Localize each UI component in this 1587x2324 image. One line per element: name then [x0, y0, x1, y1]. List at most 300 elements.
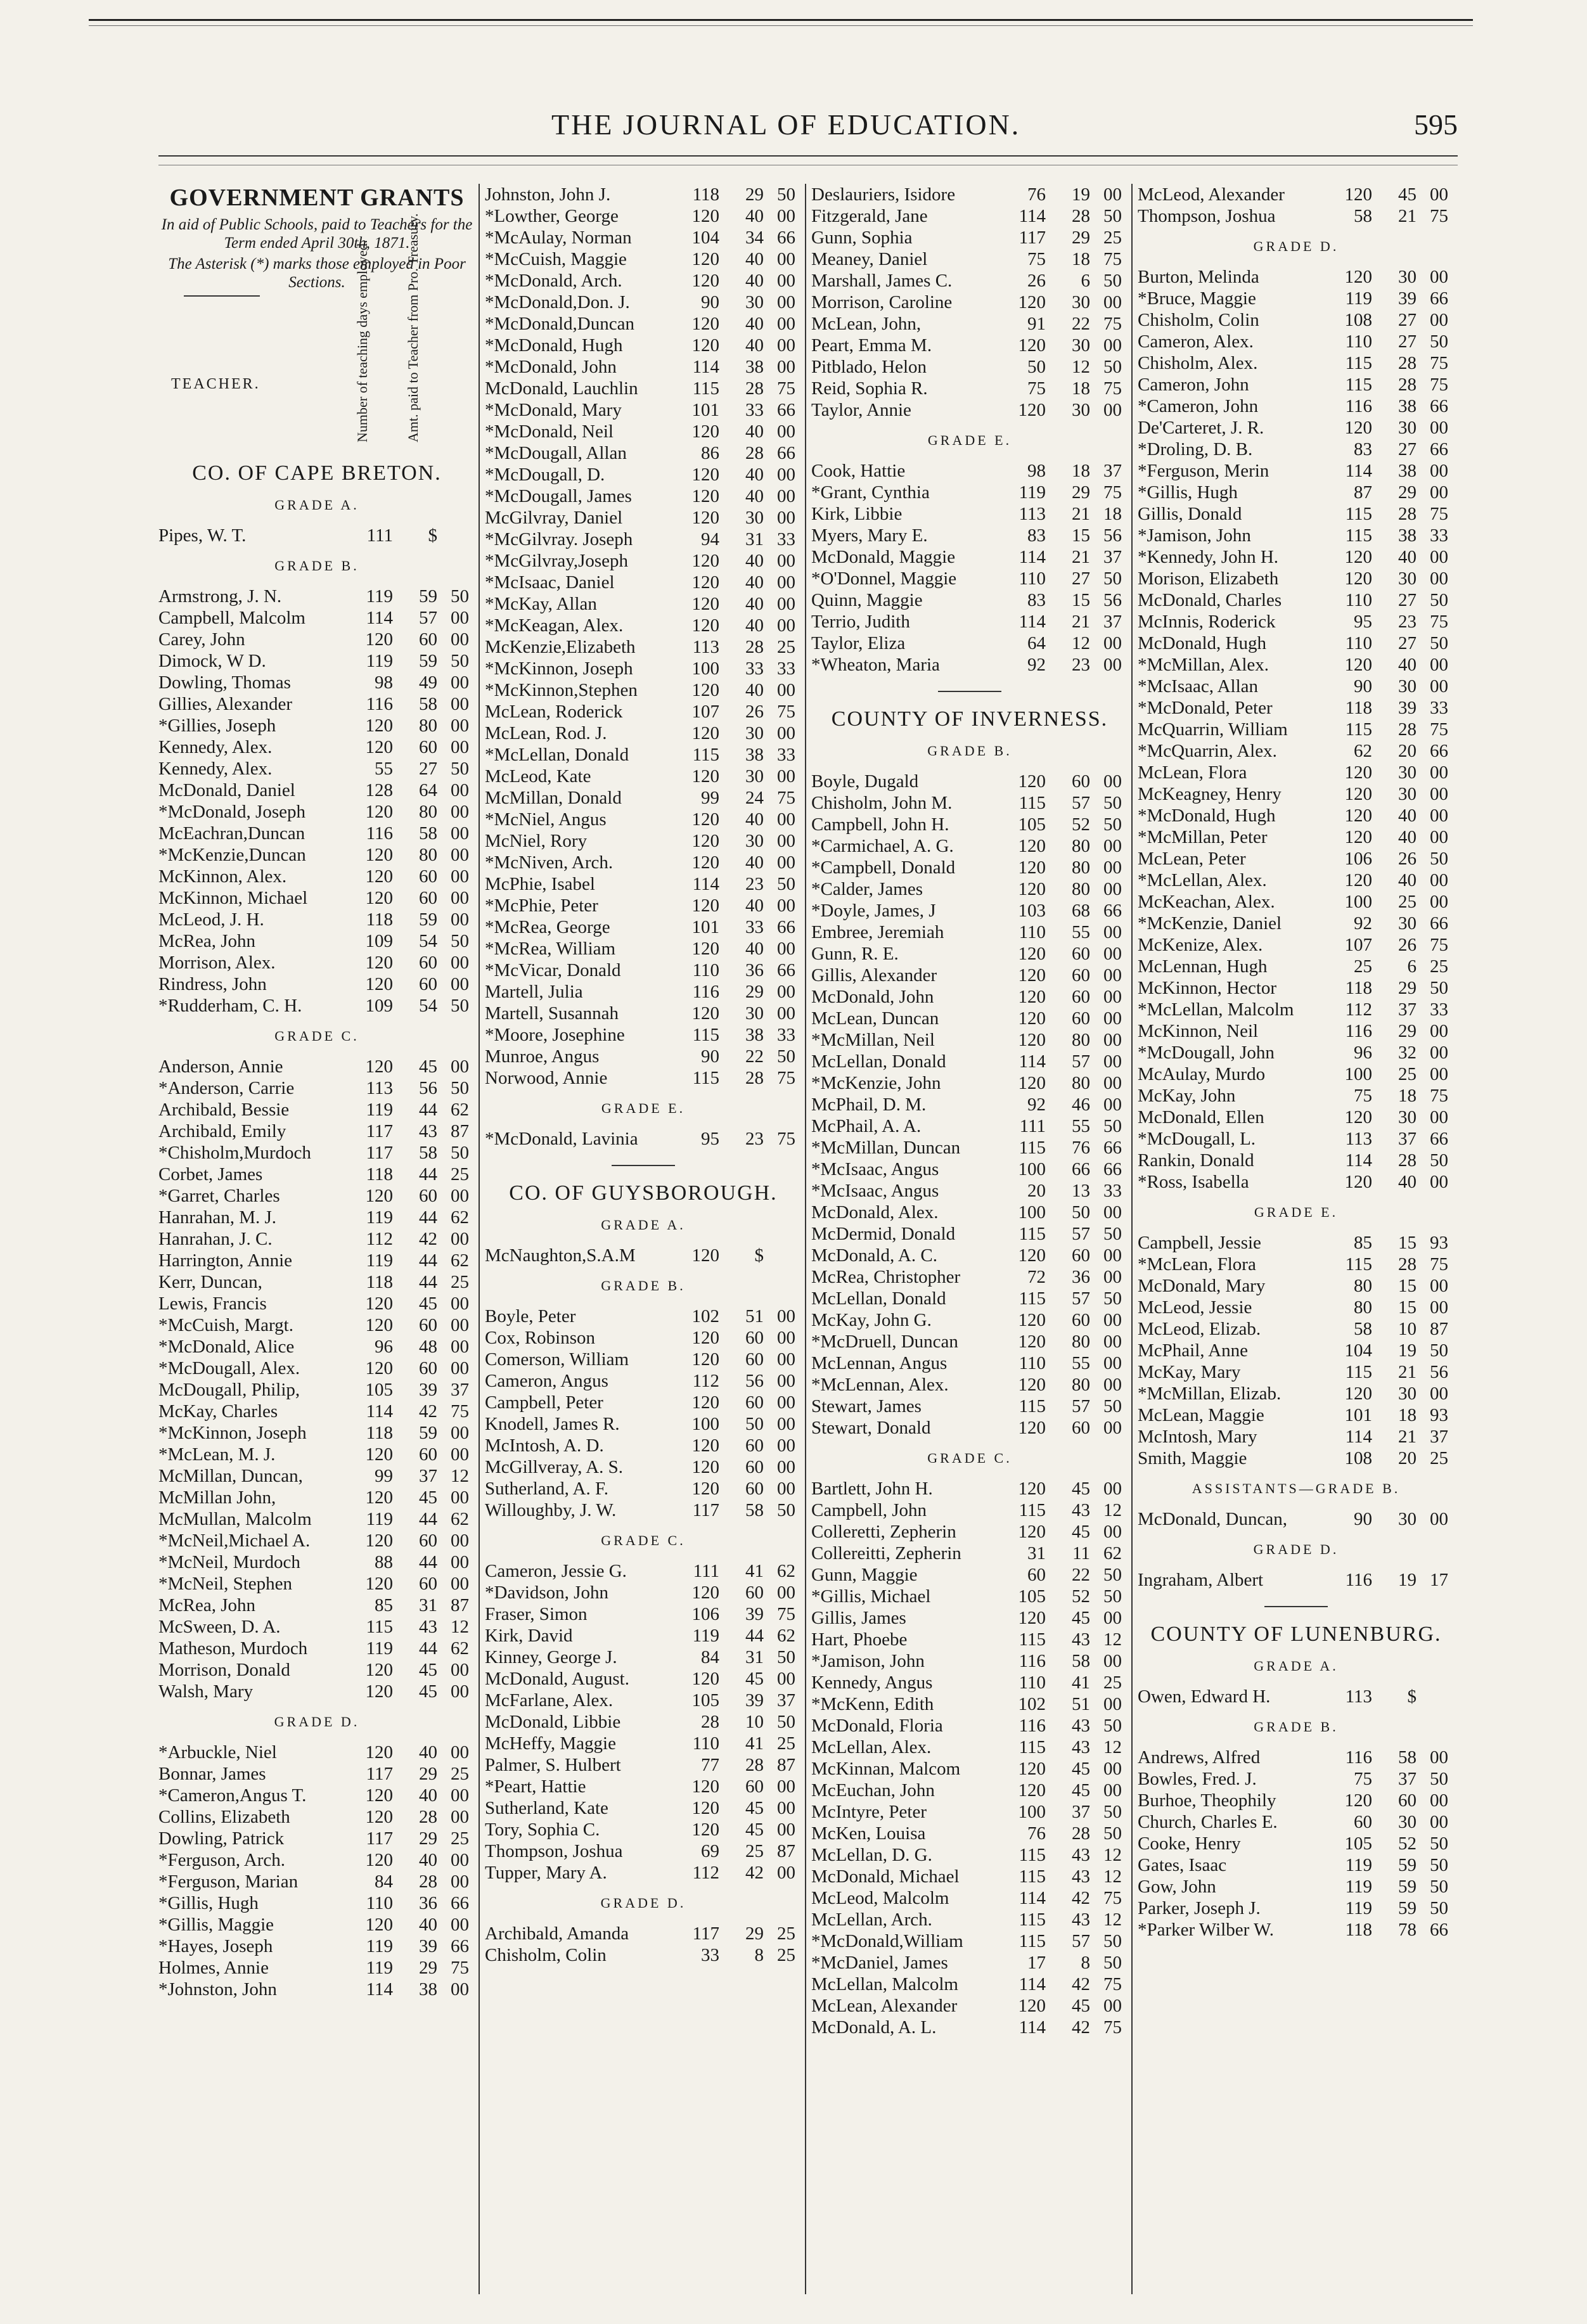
teaching-days: 120 [365, 1444, 393, 1465]
amount-dollars: 60 [745, 1435, 764, 1456]
amount-dollars: 44 [745, 1626, 764, 1646]
teacher-row [1138, 525, 1455, 546]
teaching-days: 118 [366, 1423, 393, 1443]
teaching-days: 20 [1027, 1181, 1046, 1201]
amount-dollars: 44 [419, 1100, 437, 1120]
amount-dollars: 57 [1072, 1288, 1090, 1309]
teacher-name: Hart, Phoebe [811, 1629, 908, 1650]
teacher-row [485, 895, 802, 916]
teacher-row [811, 835, 1128, 857]
teacher-name: *Gillis, Michael [811, 1586, 931, 1607]
teacher-name: McDonald, Maggie [811, 547, 956, 567]
teacher-row [1138, 205, 1455, 227]
amount-dollars: 43 [1072, 1716, 1090, 1736]
amount-dollars: 30 [745, 723, 764, 743]
teacher-name: Parker, Joseph J. [1138, 1898, 1261, 1918]
amount-dollars: 28 [745, 1068, 764, 1088]
grants-heading: GOVERNMENT GRANTS [169, 184, 465, 211]
teacher-name: Munroe, Angus [485, 1046, 600, 1067]
amount-dollars: 57 [1072, 1396, 1090, 1416]
teacher-name: Johnston, John J. [485, 184, 611, 205]
amount-dollars: 44 [419, 1552, 437, 1572]
amount-dollars: 80 [1072, 1073, 1090, 1093]
teacher-name: *Ferguson, Merin [1138, 461, 1269, 481]
teacher-row [485, 1560, 802, 1582]
teaching-days: 116 [1345, 396, 1372, 416]
teacher-row [811, 1115, 1128, 1137]
amount-dollars: 41 [745, 1561, 764, 1581]
teaching-days: 119 [1345, 1898, 1372, 1918]
amount-dollars: 40 [745, 465, 764, 485]
teaching-days: 120 [365, 716, 393, 736]
teacher-row [1138, 783, 1455, 805]
teacher-row [1138, 762, 1455, 783]
teaching-days: 60 [1354, 1812, 1372, 1832]
amount-cents: 75 [1103, 314, 1122, 334]
amount-cents: 00 [777, 1776, 795, 1797]
teacher-row [485, 1690, 802, 1711]
teacher-row [485, 615, 802, 636]
amount-cents: 00 [777, 809, 795, 830]
amount-dollars: 59 [1398, 1898, 1417, 1918]
teacher-name: Gunn, Sophia [811, 228, 913, 248]
teaching-days: 115 [1018, 793, 1046, 813]
amount-dollars: 27 [1398, 331, 1417, 352]
teacher-name: *McCuish, Maggie [485, 249, 627, 269]
header-rule [158, 155, 1458, 157]
amount-dollars: 43 [1072, 1910, 1090, 1930]
teaching-days: 108 [1344, 1448, 1372, 1468]
teacher-row [1138, 331, 1455, 352]
teacher-name: *Hayes, Joseph [158, 1936, 273, 1956]
teaching-days: 120 [1344, 806, 1372, 826]
teacher-row [485, 1603, 802, 1625]
teaching-days: 106 [691, 1604, 719, 1624]
amount-cents: 00 [1103, 1073, 1122, 1093]
page-number: 595 [1414, 108, 1458, 141]
teacher-row [1138, 826, 1455, 848]
teaching-days: 100 [1018, 1202, 1046, 1223]
amount-dollars: 42 [1072, 1888, 1090, 1908]
teaching-days: 100 [691, 658, 719, 679]
teacher-row [158, 1508, 475, 1530]
amount-cents: 00 [1103, 1780, 1122, 1801]
amount-dollars: 27 [1398, 439, 1417, 459]
teacher-name: *McDonald, Mary [485, 400, 622, 420]
amount-dollars: 18 [1398, 1405, 1417, 1425]
teacher-row [158, 1465, 475, 1487]
teacher-row [811, 1780, 1128, 1801]
amount-cents: 00 [777, 357, 795, 377]
amount-cents: 50 [1103, 271, 1122, 291]
amount-dollars: 29 [1398, 978, 1417, 998]
teacher-row [158, 1185, 475, 1207]
teacher-name: *McIsaac, Daniel [485, 572, 615, 593]
teaching-days: 102 [1018, 1694, 1046, 1714]
amount-dollars: 28 [1398, 719, 1417, 740]
teacher-row [1138, 934, 1455, 956]
amount-cents: 12 [1103, 1845, 1122, 1865]
teacher-row [158, 823, 475, 844]
teacher-row [485, 1067, 802, 1089]
teacher-row [811, 1650, 1128, 1672]
teacher-row [485, 1668, 802, 1690]
teacher-row [1138, 1833, 1455, 1854]
teacher-name: McKen, Louisa [811, 1823, 926, 1844]
amount-dollars: 41 [1072, 1672, 1090, 1693]
amount-dollars: 45 [419, 1681, 437, 1702]
amount-cents: 25 [451, 1272, 469, 1292]
teacher-row [158, 1616, 475, 1638]
amount-dollars: 40 [1398, 547, 1417, 567]
teacher-name: Morrison, Caroline [811, 292, 953, 312]
grade-heading: GRADE D. [1253, 1541, 1339, 1557]
amount-dollars: 25 [1398, 892, 1417, 912]
teacher-name: McInnis, Roderick [1138, 612, 1276, 632]
amount-cents: 66 [777, 960, 795, 980]
teacher-name: McPhail, A. A. [811, 1116, 922, 1136]
teacher-name: *Cameron, John [1138, 396, 1259, 416]
teaching-days: 120 [1344, 655, 1372, 675]
amount-cents: 56 [1430, 1362, 1448, 1382]
amount-dollars: 29 [419, 1764, 437, 1784]
teacher-row [1138, 266, 1455, 288]
teacher-name: Burton, Melinda [1138, 267, 1259, 287]
teaching-days: 107 [691, 702, 719, 722]
amount-dollars: 29 [1072, 482, 1090, 503]
teacher-row [1138, 1426, 1455, 1448]
teacher-row [485, 960, 802, 981]
amount-cents: 00 [1103, 879, 1122, 899]
amount-cents: 00 [1430, 1021, 1448, 1041]
teaching-days: 115 [1018, 1866, 1046, 1887]
amount-cents: 37 [1103, 547, 1122, 567]
teacher-name: *McNeil,Michael A. [158, 1531, 311, 1551]
amount-cents: 00 [1103, 184, 1122, 205]
amount-cents: 00 [451, 629, 469, 650]
teacher-name: *McDonald, Joseph [158, 802, 305, 822]
teaching-days: 118 [1345, 1920, 1372, 1940]
teacher-name: *O'Donnel, Maggie [811, 568, 957, 589]
teacher-row [811, 986, 1128, 1008]
teacher-row [811, 1417, 1128, 1439]
amount-dollars: 28 [745, 637, 764, 657]
amount-cents: 00 [451, 866, 469, 887]
teacher-row [485, 356, 802, 378]
teacher-row [485, 1003, 802, 1024]
teacher-name: Rindress, John [158, 974, 267, 994]
teacher-row [485, 1327, 802, 1349]
amount-dollars: 42 [1072, 2017, 1090, 2038]
amount-dollars: 15 [1072, 525, 1090, 546]
teaching-days: 120 [1344, 568, 1372, 589]
teacher-name: *McDougall, L. [1138, 1129, 1256, 1149]
amount-cents: 87 [1430, 1319, 1448, 1339]
teacher-row [158, 1763, 475, 1785]
amount-cents: 00 [1430, 1790, 1448, 1811]
teacher-row [811, 1629, 1128, 1650]
amount-dollars: 51 [745, 1306, 764, 1326]
amount-dollars: 60 [419, 1574, 437, 1594]
teaching-days: 119 [366, 1958, 393, 1978]
amount-cents: 00 [451, 1294, 469, 1314]
teacher-name: McNaughton,S.A.M [485, 1245, 636, 1266]
teacher-name: McKinnon, Alex. [158, 866, 287, 887]
teaching-days: 55 [375, 759, 393, 779]
teacher-row [158, 1871, 475, 1892]
amount-dollars: 31 [745, 529, 764, 549]
amount-cents: 00 [451, 1487, 469, 1508]
amount-dollars: 10 [745, 1712, 764, 1732]
amount-dollars: 57 [1072, 1224, 1090, 1244]
amount-dollars: 20 [1398, 1448, 1417, 1468]
amount-cents: 00 [451, 1531, 469, 1551]
teaching-days: 120 [365, 1742, 393, 1762]
amount-dollars: 25 [745, 1841, 764, 1861]
teaching-days: 117 [692, 1923, 719, 1944]
teaching-days: 120 [365, 802, 393, 822]
amount-dollars: 28 [745, 443, 764, 463]
teacher-row [1138, 184, 1455, 205]
teaching-days: 110 [1018, 568, 1046, 589]
teacher-row [811, 1543, 1128, 1564]
teacher-row [485, 442, 802, 464]
amount-cents: 50 [1103, 1224, 1122, 1244]
teacher-row [811, 1586, 1128, 1607]
amount-dollars: 25 [1398, 1064, 1417, 1084]
amount-dollars: 28 [419, 1807, 437, 1827]
journal-title: THE JOURNAL OF EDUCATION. [551, 108, 1021, 141]
teacher-row [811, 1607, 1128, 1629]
amount-cents: 62 [451, 1638, 469, 1659]
teacher-row [1138, 676, 1455, 697]
teaching-days: 108 [1344, 310, 1372, 330]
teacher-row [811, 270, 1128, 292]
teacher-row [485, 766, 802, 787]
teaching-days: 116 [692, 982, 719, 1002]
amount-dollars: 30 [1398, 1812, 1417, 1832]
amount-dollars: 60 [419, 866, 437, 887]
teaching-days: 119 [366, 651, 393, 671]
amount-dollars: 21 [1398, 1362, 1417, 1382]
amount-cents: 50 [1430, 633, 1448, 653]
teacher-row [1138, 1085, 1455, 1107]
teacher-name: *Ferguson, Marian [158, 1871, 299, 1892]
teaching-days: 101 [691, 400, 719, 420]
teaching-days: 120 [691, 1776, 719, 1797]
amount-dollars: 27 [1398, 590, 1417, 610]
teacher-name: *Anderson, Carrie [158, 1078, 295, 1098]
amount-dollars: 30 [1398, 1509, 1417, 1529]
teacher-row [485, 1944, 802, 1966]
teaching-days: 115 [366, 1617, 393, 1637]
amount-cents: 00 [1430, 676, 1448, 697]
teaching-days: 120 [691, 1003, 719, 1024]
amount-cents: 93 [1430, 1233, 1448, 1253]
days-column-label: Number of teaching days employed. [354, 240, 370, 442]
teacher-name: *McMillan, Duncan [811, 1138, 961, 1158]
teaching-days: 100 [691, 1414, 719, 1434]
teacher-row [485, 1349, 802, 1370]
amount-dollars: 40 [745, 896, 764, 916]
amount-cents: 00 [777, 1003, 795, 1024]
amount-cents: 87 [451, 1121, 469, 1141]
teacher-name: *Ross, Isabella [1138, 1172, 1249, 1192]
teacher-name: Kennedy, Alex. [158, 759, 273, 779]
amount-cents: 00 [451, 737, 469, 757]
teacher-row [485, 1711, 802, 1733]
teacher-name: McLean, Flora [1138, 762, 1247, 783]
amount-dollars: 30 [1398, 568, 1417, 589]
teacher-name: Burhoe, Theophily [1138, 1790, 1276, 1811]
teacher-row [1138, 1020, 1455, 1042]
amount-cents [437, 525, 469, 546]
amount-cents [764, 1245, 795, 1266]
teaching-days: 75 [1027, 378, 1046, 399]
teaching-days: 118 [1345, 698, 1372, 718]
amount-dollars: 66 [1072, 1159, 1090, 1179]
teacher-name: *McKeagan, Alex. [485, 615, 624, 636]
amount-cents: 00 [1430, 547, 1448, 567]
teacher-row [811, 1521, 1128, 1543]
column-divider [805, 184, 806, 2294]
amount-dollars: 80 [1072, 1332, 1090, 1352]
teaching-days: 120 [691, 335, 719, 356]
grade-heading: GRADE E. [1254, 1204, 1339, 1220]
teaching-days: 120 [365, 1531, 393, 1551]
teacher-row [811, 525, 1128, 546]
amount-dollars: 52 [1072, 814, 1090, 835]
teacher-name: Kinney, George J. [485, 1647, 617, 1667]
teaching-days: 88 [375, 1552, 393, 1572]
teacher-row [1138, 956, 1455, 977]
column-4 [1138, 184, 1455, 2294]
teacher-row [1138, 913, 1455, 934]
amount-dollars: 43 [1072, 1845, 1090, 1865]
top-rule [89, 19, 1473, 21]
amount-dollars: 40 [745, 271, 764, 291]
grade-heading: GRADE D. [1253, 238, 1339, 254]
teaching-days: 77 [701, 1755, 719, 1775]
amount-cents: 12 [1103, 1629, 1122, 1650]
teaching-days: 120 [1018, 1759, 1046, 1779]
teacher-name: Myers, Mary E. [811, 525, 928, 546]
amount-cents: 33 [777, 658, 795, 679]
teaching-days: 110 [1018, 922, 1046, 942]
amount-cents: 00 [777, 1669, 795, 1689]
amount-dollars: 58 [1398, 1747, 1417, 1768]
teacher-name: McKeachan, Alex. [1138, 892, 1275, 912]
teacher-name: *McCuish, Margt. [158, 1315, 293, 1335]
amount-dollars: 38 [1398, 525, 1417, 546]
teacher-row [158, 1638, 475, 1659]
teacher-row [811, 227, 1128, 248]
amount-cents: 00 [451, 823, 469, 844]
amount-cents: 00 [451, 1807, 469, 1827]
amount-dollars: 64 [419, 780, 437, 800]
amount-cents: 00 [777, 1863, 795, 1883]
teacher-row [485, 227, 802, 248]
teacher-name: Morrison, Alex. [158, 953, 276, 973]
teacher-row [158, 736, 475, 758]
teacher-name: Carey, John [158, 629, 245, 650]
amount-cents: 62 [451, 1207, 469, 1228]
amount-dollars: 44 [419, 1638, 437, 1659]
teacher-name: Kennedy, Angus [811, 1672, 933, 1693]
teacher-row [811, 771, 1128, 792]
teacher-name: Collins, Elizabeth [158, 1807, 290, 1827]
amount-dollars: 50 [745, 1414, 764, 1434]
teacher-name: Morison, Elizabeth [1138, 568, 1279, 589]
teacher-name: McNiel, Rory [485, 831, 588, 851]
amount-dollars: 54 [419, 996, 437, 1016]
amount-cents: 50 [777, 1500, 795, 1520]
teaching-days: 119 [1345, 1877, 1372, 1897]
amount-cents: 00 [1430, 1064, 1448, 1084]
teacher-row [1138, 482, 1455, 503]
teaching-days: 83 [1027, 525, 1046, 546]
amount-dollars: 23 [1072, 655, 1090, 675]
amount-dollars: 54 [419, 931, 437, 951]
teaching-days: 114 [692, 874, 719, 894]
teacher-name: McLennan, Hugh [1138, 956, 1268, 977]
teacher-name: *McDonald, Alice [158, 1337, 295, 1357]
amount-dollars: 29 [1398, 482, 1417, 503]
teacher-name: Kirk, Libbie [811, 504, 903, 524]
amount-cents: 00 [451, 716, 469, 736]
amount-dollars: 45 [1072, 1608, 1090, 1628]
amount-cents: 00 [1103, 1245, 1122, 1266]
amount-dollars: 60 [1072, 771, 1090, 792]
amount-cents: 00 [1430, 1509, 1448, 1529]
teacher-name: McKinnan, Malcom [811, 1759, 961, 1779]
teacher-row [158, 1892, 475, 1914]
amount-cents: 50 [1430, 849, 1448, 869]
teaching-days: 111 [693, 1561, 719, 1581]
teaching-days: 116 [1018, 1651, 1046, 1671]
amount-dollars: 30 [745, 508, 764, 528]
amount-dollars: 80 [1072, 836, 1090, 856]
teaching-days: 120 [691, 1392, 719, 1413]
teacher-row [485, 399, 802, 421]
teacher-row [811, 1478, 1128, 1499]
teacher-name: McPhail, D. M. [811, 1095, 927, 1115]
teacher-row [811, 1202, 1128, 1223]
amount-dollars: 6 [1407, 956, 1417, 977]
teaching-days: 118 [366, 1272, 393, 1292]
amount-cents: 00 [451, 1979, 469, 2000]
amount-cents: 87 [451, 1595, 469, 1615]
teacher-row [158, 586, 475, 607]
teacher-name: McLellan, Malcolm [811, 1974, 958, 1994]
amount-cents: 00 [777, 852, 795, 873]
amount-dollars: 30 [1398, 676, 1417, 697]
amount-dollars: 80 [419, 802, 437, 822]
teacher-name: Smith, Maggie [1138, 1448, 1247, 1468]
teacher-row [811, 1499, 1128, 1521]
teacher-name: McRea, John [158, 1595, 256, 1615]
teaching-days: 96 [375, 1337, 393, 1357]
amount-dollars: 43 [1072, 1866, 1090, 1887]
amount-dollars: 40 [1398, 827, 1417, 847]
teacher-row [1138, 1254, 1455, 1275]
amount-cents: 50 [777, 874, 795, 894]
teacher-row [158, 995, 475, 1017]
teacher-row [158, 1120, 475, 1142]
teacher-name: McLeod, Jessie [1138, 1297, 1252, 1318]
teaching-days: 114 [1018, 1974, 1046, 1994]
teacher-name: *Jamison, John [811, 1651, 925, 1671]
